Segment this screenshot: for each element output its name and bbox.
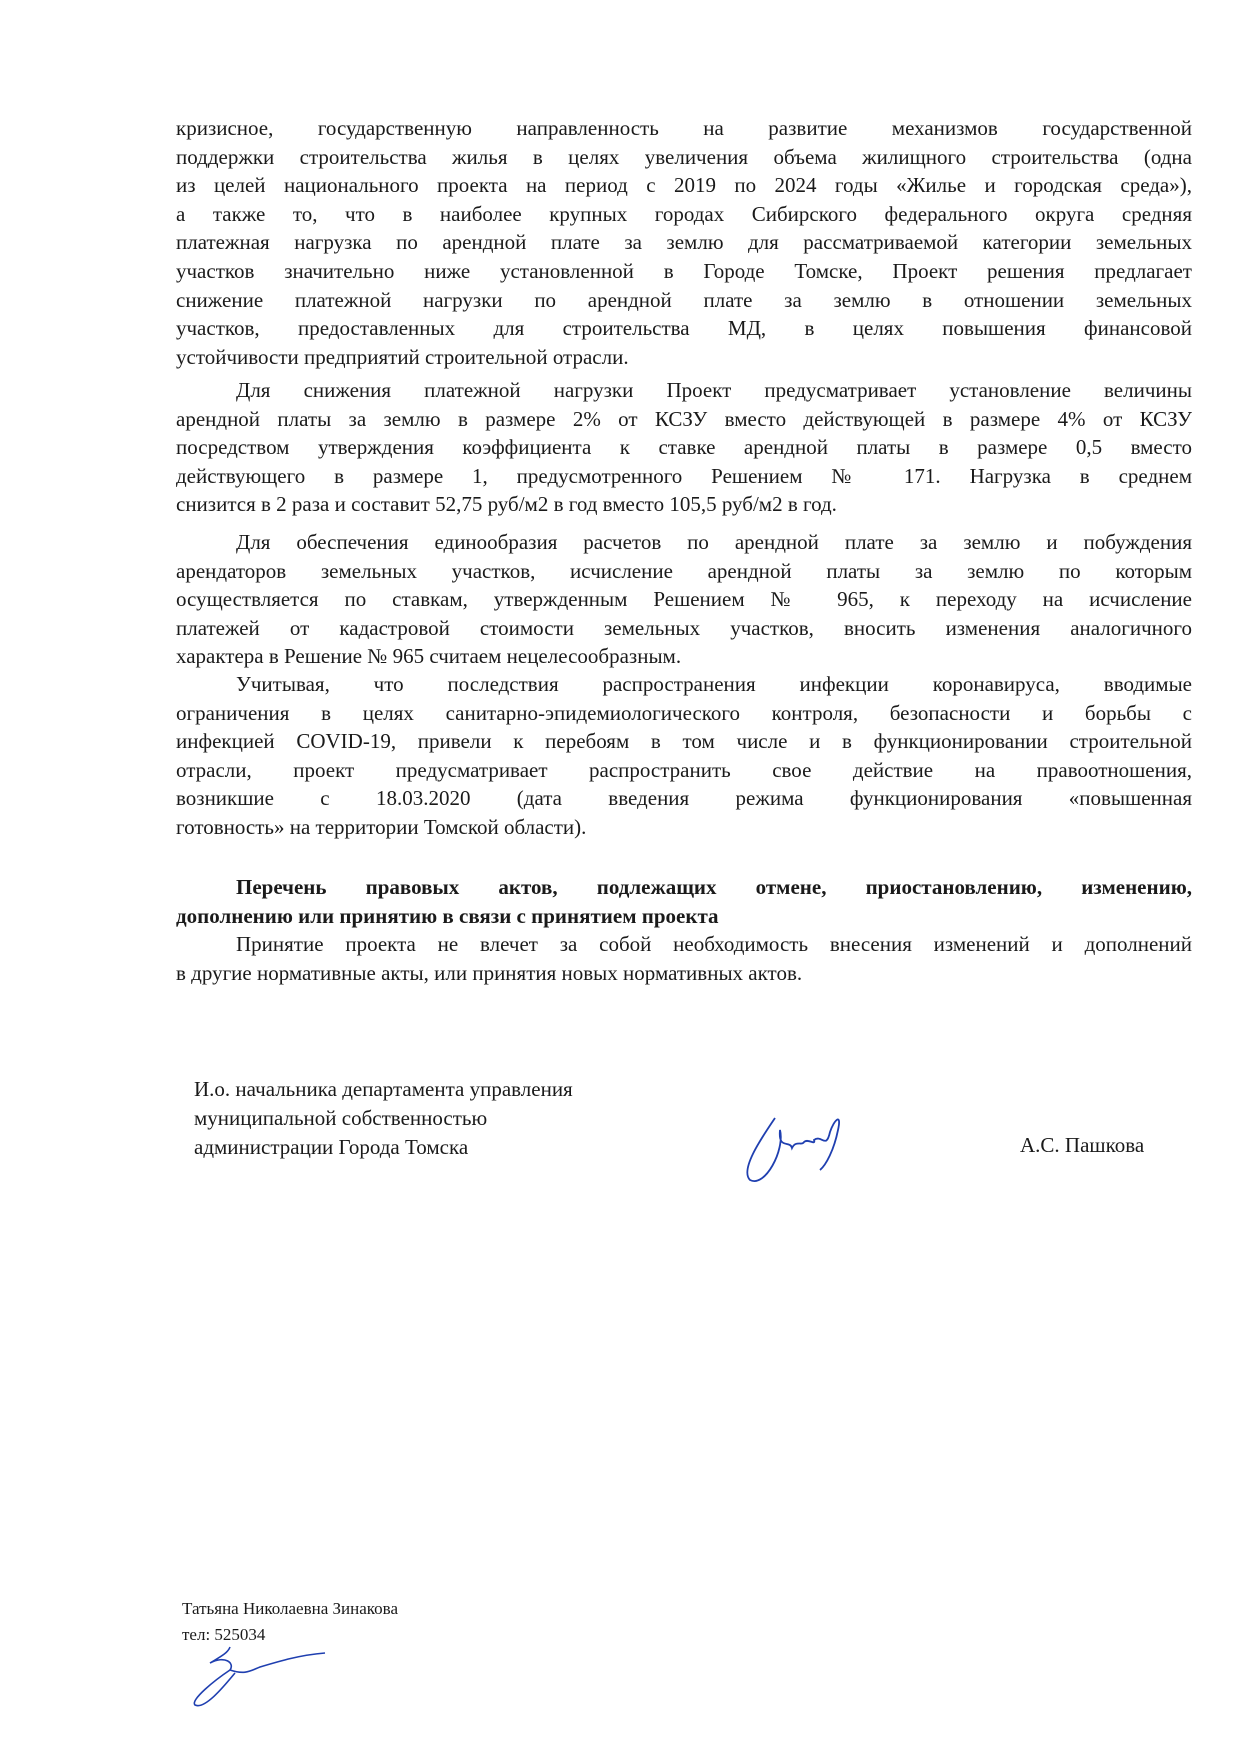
text-line: поддержки строительства жилья в целях увеличения объема жилищного строительства (одна (176, 144, 1192, 169)
text-line: участков значительно ниже установленной в Городе Томске, Проект решения предлагает (176, 258, 1192, 283)
text-line: возникшие с 18.03.2020 (дата введения режима функционирования «повышенная (176, 786, 1192, 811)
text-line: характера в Решение № 965 считаем нецелесообразным. (176, 644, 682, 669)
signatory-position (194, 1075, 573, 1162)
handwritten-signature (730, 1110, 880, 1190)
paragraph (176, 528, 1192, 671)
text-line: Для обеспечения единообразия расчетов по арендной плате за землю и побуждения (236, 530, 1192, 554)
text-line: готовность» на территории Томской области). (176, 814, 587, 839)
paragraph (176, 930, 1192, 987)
signatory-name: А.С. Пашкова (1020, 1133, 1145, 1157)
executor-info (182, 1596, 398, 1648)
executor-name: Татьяна Николаевна Зинакова (182, 1599, 399, 1618)
text-line: действующего в размере 1, предусмотренного Решением № 171. Нагрузка в среднем (176, 463, 1192, 488)
text-line: в другие нормативные акты, или принятия новых нормативных актов. (176, 960, 803, 985)
text-line: арендаторов земельных участков, исчисление арендной платы за землю по которым (176, 558, 1192, 583)
paragraph (176, 670, 1192, 842)
text-line: Перечень правовых актов, подлежащих отмене, приостановлению, изменению, (236, 875, 1192, 899)
text-line: Для снижения платежной нагрузки Проект предусматривает установление величины (236, 378, 1192, 402)
text-line: ограничения в целях санитарно-эпидемиологического контроля, безопасности и борьбы с (176, 700, 1192, 725)
text-line: а также то, что в наиболее крупных городах Сибирского федерального округа средняя (176, 201, 1192, 226)
text-line: посредством утверждения коэффициента к ставке арендной платы в размере 0,5 вместо (176, 435, 1192, 460)
text-line: осуществляется по ставкам, утвержденным Решением № 965, к переходу на исчисление (176, 587, 1192, 612)
text-line: Учитывая, что последствия распространения инфекции коронавируса, вводимые (236, 672, 1192, 696)
text-line: отрасли, проект предусматривает распространить свое действие на правоотношения, (176, 757, 1192, 782)
text-line: инфекцией COVID-19, привели к перебоям в том числе и в функционировании строительной (176, 729, 1192, 754)
executor-phone: тел: 525034 (182, 1625, 266, 1644)
paragraph (176, 114, 1192, 371)
text-line: из целей национального проекта на период с 2019 по 2024 годы «Жилье и городская среда»), (176, 173, 1192, 198)
text-line: Принятие проекта не влечет за собой необходимость внесения изменений и дополнений (236, 932, 1192, 956)
text-line: снизится в 2 раза и составит 52,75 руб/м2 в год вместо 105,5 руб/м2 в год. (176, 492, 837, 517)
text-line: дополнению или принятию в связи с принятием проекта (176, 903, 719, 928)
executor-signature (190, 1645, 330, 1710)
paragraph (176, 376, 1192, 519)
text-line: участков, предоставленных для строительства МД, в целях повышения финансовой (176, 316, 1192, 341)
signatory-position-line: администрации Города Томска (194, 1135, 469, 1159)
text-line: устойчивости предприятий строительной отрасли. (176, 344, 629, 369)
text-line: снижение платежной нагрузки по арендной плате за землю в отношении земельных (176, 287, 1192, 312)
text-line: платежная нагрузка по арендной плате за землю для рассматриваемой категории земельных (176, 230, 1192, 255)
signatory-position-line: муниципальной собственностью (194, 1106, 488, 1130)
signatory-position-line: И.о. начальника департамента управления (194, 1077, 573, 1101)
section-heading (176, 873, 1192, 930)
text-line: платежей от кадастровой стоимости земельных участков, вносить изменения аналогичного (176, 615, 1192, 640)
text-line: арендной платы за землю в размере 2% от КСЗУ вместо действующей в размере 4% от КСЗУ (176, 406, 1192, 431)
text-line: кризисное, государственную направленность на развитие механизмов государственной (176, 116, 1192, 140)
